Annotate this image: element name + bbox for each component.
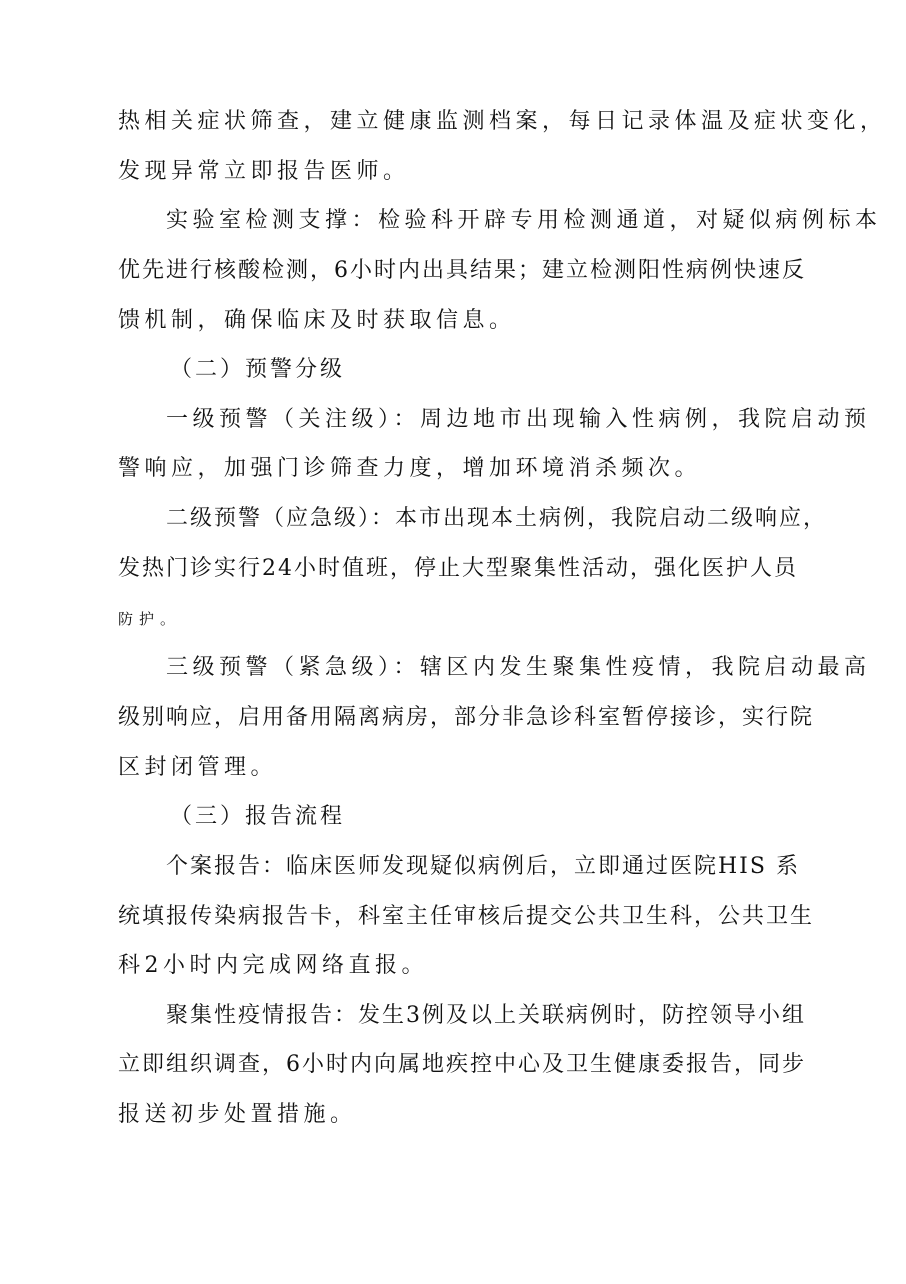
paragraph-level-three-start: 三级预警（紧急级）：辖区内发生聚集性疫情，我院启动最高 (166, 655, 871, 680)
body-line-5: 馈机制，确保临床及时获取信息。 (118, 308, 516, 333)
body-line-2: 发现异常立即报告医师。 (118, 159, 410, 184)
paragraph-lab-testing-start: 实验室检测支撑：检验科开辟专用检测通道，对疑似病例标本 (166, 208, 882, 233)
body-line-11: 防护。 (118, 610, 182, 628)
paragraph-cluster-report-start: 聚集性疫情报告：发生3例及以上关联病例时，防控领导小组 (166, 1003, 806, 1028)
body-line-17: 统填报传染病报告卡，科室主任审核后提交公共卫生科，公共卫生 (118, 904, 815, 929)
body-line-8: 警响应，加强门诊筛查力度，增加环境消杀频次。 (118, 456, 702, 481)
body-line-1: 热相关症状筛查，建立健康监测档案，每日记录体温及症状变化， (118, 109, 887, 134)
body-line-13: 级别响应，启用备用隔离病房，部分非急诊科室暂停接诊，实行院 (118, 705, 815, 730)
body-line-4: 优先进行核酸检测，6小时内出具结果；建立检测阳性病例快速反 (118, 258, 806, 283)
body-line-21: 报送初步处置措施。 (118, 1102, 357, 1127)
paragraph-level-one-start: 一级预警（关注级）：周边地市出现输入性病例，我院启动预 (166, 407, 871, 432)
body-line-10: 发热门诊实行24小时值班，停止大型聚集性活动，强化医护人员 (118, 556, 798, 581)
paragraph-level-two-start: 二级预警（应急级）：本市出现本土病例，我院启动二级响应， (166, 506, 828, 531)
section-heading-report-process: （三）报告流程 (170, 804, 346, 829)
body-line-20: 立即组织调查，6小时内向属地疾控中心及卫生健康委报告，同步 (118, 1052, 806, 1077)
body-line-14: 区封闭管理。 (118, 755, 278, 780)
section-heading-warning-levels: （二）预警分级 (170, 357, 346, 382)
body-line-18: 科2小时内完成网络直报。 (118, 953, 428, 978)
paragraph-case-report-start: 个案报告：临床医师发现疑似病例后，立即通过医院HIS 系 (166, 854, 800, 879)
